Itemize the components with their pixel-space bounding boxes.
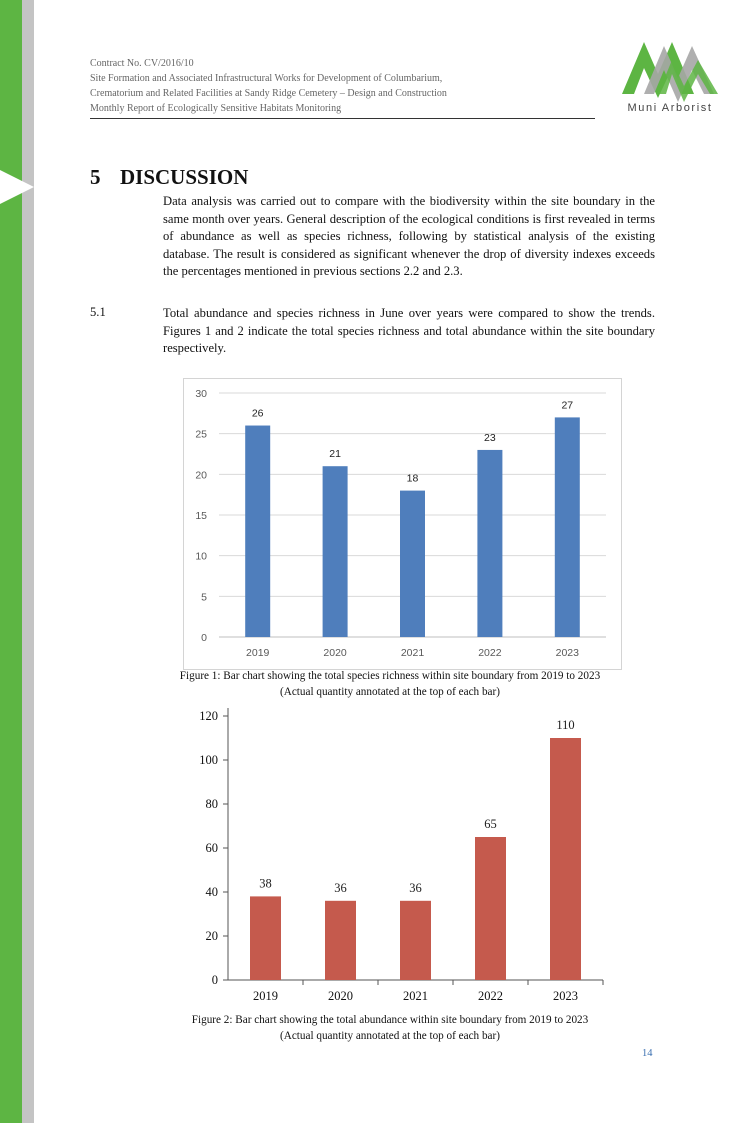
figure-1-caption-line-1: Figure 1: Bar chart showing the total species richness within site boundary from 2019 to 2023 <box>179 670 601 682</box>
x-tick-label: 2023 <box>553 989 578 1003</box>
x-tick-label: 2020 <box>323 647 347 659</box>
y-tick-label: 120 <box>199 709 218 723</box>
x-tick-label: 2023 <box>555 647 579 659</box>
header-line-project-2: Crematorium and Related Facilities at Sandy Ridge Cemetery – Design and Construction <box>90 88 447 99</box>
bar <box>400 491 425 637</box>
bar <box>550 738 581 980</box>
data-label: 38 <box>259 876 272 891</box>
page-number: 14 <box>642 1048 653 1059</box>
figure-1-caption <box>25 669 730 700</box>
section-heading <box>90 165 248 190</box>
y-tick-label: 20 <box>205 929 218 943</box>
data-label: 27 <box>561 399 574 412</box>
header-line-project-1: Site Formation and Associated Infrastructural Works for Development of Columbarium, <box>90 73 443 84</box>
bar <box>555 417 580 637</box>
y-tick-label: 80 <box>205 797 218 811</box>
logo-text: Muni Arborist <box>627 102 713 114</box>
bar <box>250 896 281 980</box>
y-tick-label: 100 <box>199 753 218 767</box>
section-number: 5 <box>90 165 101 189</box>
bar <box>245 426 270 637</box>
data-label: 36 <box>409 880 422 895</box>
data-label: 21 <box>329 448 341 461</box>
y-tick-label: 20 <box>195 469 207 482</box>
figure-2-caption-line-2: (Actual quantity annotated at the top of each bar) <box>280 1029 500 1042</box>
x-tick-label: 2022 <box>478 647 502 659</box>
bar <box>475 837 506 980</box>
bar <box>477 450 502 637</box>
bar <box>400 901 431 980</box>
figure-1-chart <box>184 379 621 669</box>
x-tick-label: 2021 <box>403 989 428 1003</box>
bar <box>325 901 356 980</box>
y-tick-label: 15 <box>195 510 207 522</box>
y-tick-label: 0 <box>201 632 207 644</box>
data-label: 23 <box>484 431 496 444</box>
y-tick-label: 40 <box>205 885 218 899</box>
data-label: 26 <box>251 407 264 420</box>
section-intro-paragraph: Data analysis was carried out to compare with the biodiversity within the site boundary in the same month over years. General description of the ecological conditions is first revealed in terms of abundance as well as species richness, following by statistical analysis of the existing database. The result is considered as significant whenever the drop of diversity indexes exceeds the percentages mentioned in previous sections 2.2 and 2.3. <box>163 194 655 279</box>
section-title: DISCUSSION <box>120 165 249 189</box>
page-header <box>90 56 595 119</box>
data-label: 36 <box>334 880 347 895</box>
header-line-report: Monthly Report of Ecologically Sensitive Habitats Monitoring <box>90 103 342 114</box>
y-tick-label: 5 <box>201 591 207 604</box>
subsection-paragraph: Total abundance and species richness in June over years were compared to show the trends. Figures 1 and 2 indicate the total species richness and total abundance within the site boundary respectively. <box>163 306 655 356</box>
subsection-number: 5.1 <box>90 305 106 319</box>
side-bar-notch <box>0 170 34 204</box>
x-tick-label: 2019 <box>246 647 270 659</box>
data-label: 18 <box>406 472 419 485</box>
y-tick-label: 0 <box>211 973 218 987</box>
data-label: 110 <box>556 718 575 732</box>
figure-2-caption-line-1: Figure 2: Bar chart showing the total abundance within site boundary from 2019 to 2023 <box>191 1014 589 1026</box>
y-tick-label: 30 <box>195 388 207 400</box>
figure-2-chart <box>183 708 620 1008</box>
data-label: 65 <box>484 817 497 831</box>
x-tick-label: 2019 <box>253 989 278 1003</box>
figure-2-caption <box>25 1013 730 1044</box>
x-tick-label: 2021 <box>400 647 425 659</box>
header-line-contract: Contract No. CV/2016/10 <box>90 58 194 69</box>
x-tick-label: 2020 <box>328 989 353 1003</box>
y-tick-label: 25 <box>195 428 207 441</box>
figure-1-chart-frame <box>183 378 622 670</box>
y-tick-label: 60 <box>205 841 218 855</box>
side-bar-green <box>0 0 22 1123</box>
bar <box>323 466 348 637</box>
side-bar-grey <box>22 0 34 1123</box>
y-tick-label: 10 <box>195 550 207 563</box>
x-tick-label: 2022 <box>478 989 503 1003</box>
figure-2-chart-frame <box>183 708 620 1008</box>
figure-1-caption-line-2: (Actual quantity annotated at the top of each bar) <box>280 685 500 698</box>
